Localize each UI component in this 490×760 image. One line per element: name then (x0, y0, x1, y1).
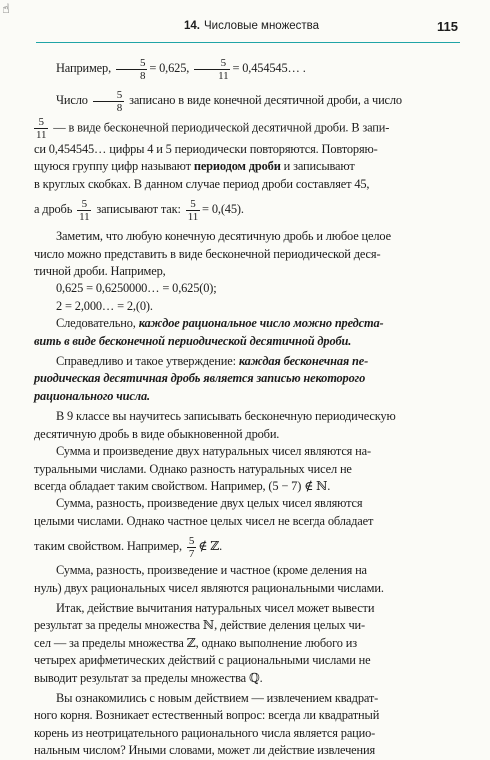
denominator: 11 (79, 210, 90, 223)
text: щуюся группу цифр называют (34, 159, 191, 174)
paragraph-2-end (34, 193, 464, 225)
fraction-5-7 (187, 535, 196, 560)
text: записано в виде конечной десятичной дроби, а число (129, 93, 402, 107)
text: В 9 классе вы научитесь записывать бесконечную периодическую (56, 409, 396, 424)
text: Число (56, 93, 88, 107)
emphasis: каждая бесконечная пе- (238, 354, 369, 369)
text: нальным числом? Иными словами, может ли действие извлечения (34, 743, 376, 758)
paragraph-5 (34, 353, 464, 405)
emphasis: вить в виде бесконечной периодической десятичной дроби. (34, 333, 352, 348)
denominator: 11 (36, 129, 47, 141)
text: Например, (56, 61, 112, 75)
text: си 0,454545… цифры 4 и 5 периодически повторяются. Повторяю- (34, 142, 378, 156)
paragraph-8 (34, 495, 464, 530)
text: = 0,(45). (202, 202, 244, 217)
fraction-5-8 (93, 89, 124, 114)
text: десятичную дробь в виде обыкновенной дроби. (34, 426, 280, 441)
text: ного корня. Возникает естественный вопрос: всегда ли квадратный (34, 708, 380, 723)
equation-1: 0,625 = 0,6250000… = 0,625(0); (56, 281, 217, 296)
page-header (36, 14, 460, 43)
text: всегда обладает таким свойством. Например, (5 − 7) ∉ ℕ. (34, 478, 331, 493)
paragraph-2 (34, 116, 464, 193)
numerator: 5 (194, 57, 230, 70)
text: — в виде бесконечной периодической десятичной дроби. В запи- (53, 120, 390, 135)
text: = 0,625, (149, 61, 190, 75)
paragraph-4 (34, 315, 464, 350)
text: результат за пределы множества ℕ, действие деления целых чи- (34, 618, 365, 633)
emphasis: риодическая десятичная дробь является записью некоторого (34, 371, 366, 386)
text: Вы ознакомились с новым действием — извлечением квадрат- (56, 690, 379, 705)
fraction-5-11 (34, 116, 48, 141)
text: туральными числами. Однако разность натуральных чисел не (34, 461, 352, 476)
section-name: Числовые множества (204, 20, 320, 32)
emphasis: рационального числа. (34, 388, 150, 403)
emphasis: каждое рациональное число можно предста- (138, 316, 384, 331)
text: Справедливо и такое утверждение: (56, 354, 236, 369)
text: Заметим, что любую конечную десятичную дробь и любое целое (56, 229, 391, 244)
fraction-5-11 (194, 57, 230, 82)
text: ∉ ℤ. (198, 539, 223, 554)
text: число можно представить в виде бесконечной периодической деся- (34, 246, 381, 261)
fraction-5-11 (77, 198, 91, 223)
denominator: 8 (116, 101, 123, 114)
text: а дробь (34, 202, 73, 217)
text: сел — за пределы множества ℤ, однако выполнение любого из (34, 635, 357, 650)
denominator: 7 (188, 547, 195, 560)
text: и записывают (283, 159, 355, 174)
fraction-5-8 (116, 57, 147, 82)
numerator: 5 (116, 57, 147, 70)
text: = 0,454545… . (232, 61, 306, 75)
numerator: 5 (186, 198, 200, 211)
page-number: 115 (437, 19, 458, 34)
text: корень из неотрицательного рационального числа является рацио- (34, 725, 376, 740)
equation-2: 2 = 2,000… = 2,(0). (56, 298, 153, 313)
text: записывают так: (96, 202, 181, 217)
section-number: 14. (184, 20, 200, 32)
denominator: 11 (187, 210, 199, 223)
paragraph-9 (34, 562, 464, 597)
text: Сумма, разность, произведение и частное (кроме деления на (56, 563, 367, 578)
text: нуль) двух рациональных чисел являются рациональными числами. (34, 580, 384, 595)
denominator: 8 (139, 69, 146, 82)
text: Итак, действие вычитания натуральных чисел может вывести (56, 600, 375, 615)
numerator: 5 (77, 198, 91, 211)
numerator: 5 (188, 534, 195, 547)
text: в круглых скобках. В данном случае период дроби составляет 45, (34, 176, 370, 191)
numerator: 5 (93, 89, 124, 102)
text: тичной дроби. Например, (34, 264, 166, 279)
paragraph-3 (34, 228, 464, 280)
paragraph-7 (34, 443, 464, 495)
term-period: периодом дроби (193, 159, 281, 174)
fraction-5-11 (186, 198, 200, 223)
page-body (34, 52, 464, 760)
paragraph-8-end (34, 530, 464, 562)
text: четырех арифметических действий с рациональными числами не (34, 653, 371, 668)
text: Сумма и произведение двух натуральных чисел являются на- (56, 444, 371, 459)
paragraph-10 (34, 600, 464, 687)
text: таким свойством. Например, (34, 539, 182, 554)
text: выводит результат за пределы множества ℚ. (34, 670, 263, 685)
text: Сумма, разность, произведение двух целых чисел являются (56, 496, 363, 511)
paragraph-1 (34, 84, 464, 116)
example-fractions (34, 52, 464, 84)
text: целыми числами. Однако частное целых чисел не всегда обладает (34, 513, 374, 528)
section-title (184, 20, 319, 32)
paragraph-6 (34, 408, 464, 443)
denominator: 11 (218, 69, 229, 82)
numerator: 5 (34, 116, 48, 129)
text: Следовательно, (56, 316, 136, 331)
paragraph-11 (34, 690, 464, 760)
hand-pointer-icon: ☝ (2, 2, 10, 17)
